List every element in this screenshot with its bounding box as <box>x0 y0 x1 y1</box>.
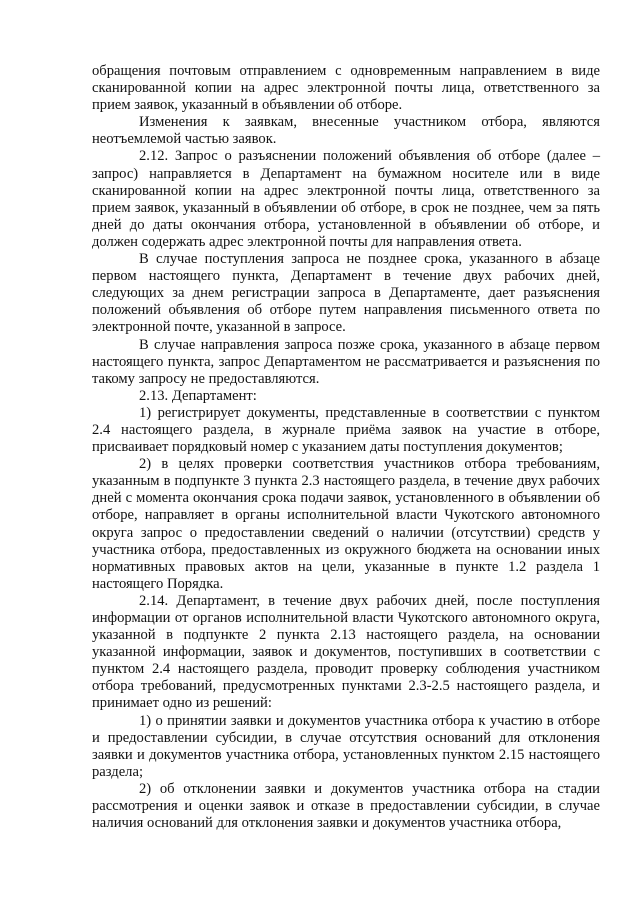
list-item: 2) в целях проверки соответствия участников отбора требованиям, указанным в подпункте 3 пункта 2.3 настоящего раздела, в течение двух рабочих дней с момента окончания срока подачи заявок, установленного в объявлении об отборе, направляет в органы исполнительной власти Чукотского автономного округа запрос о предоставлении сведений о наличии (отсутствии) средств у участника отбора, предоставленных из окружного бюджета на основании иных нормативных правовых актов на цели, указанные в пункте 1.2 раздела 1 настоящего Порядка. <box>92 456 600 592</box>
section-heading: 2.13. Департамент: <box>139 387 257 404</box>
list-item: 1) регистрирует документы, представленные в соответствии с пунктом 2.4 настоящего раздела, в журнале приёма заявок на участие в отборе, присваивает порядковый номер с указанием даты поступления документов; <box>92 404 600 456</box>
paragraph: В случае направления запроса позже срока, указанного в абзаце первом настоящего пункта, запрос Департаментом не рассматривается и разъяснения по такому запросу не предоставляются. <box>92 336 600 387</box>
paragraph: 2.12. Запрос о разъяснении положений объявления об отборе (далее – запрос) направляется в Департамент на бумажном носителе или в виде сканированной копии на адрес электронной почты лица, ответственного за прием заявок, указанный в объявлении об отборе, в срок не позднее, чем за пять дней до даты окончания отбора, установленной в объявлении об отборе, и должен содержать адрес электронной почты для направления ответа. <box>92 148 600 250</box>
paragraph: 2.14. Департамент, в течение двух рабочих дней, после поступления информации от органов исполнительной власти Чукотского автономного округа, указанной в подпункте 2 пункта 2.13 настоящего раздела, на основании указанной информации, заявок и документов, поступивших в соответствии с пунктом 2.4 настоящего раздела, проводит проверку соблюдения участником отбора требований, предусмотренных пунктами 2.3-2.5 настоящего раздела, и принимает одно из решений: <box>92 592 600 712</box>
paragraph: В случае поступления запроса не позднее срока, указанного в абзаце первом настоящего пункта, Департамент в течение двух рабочих дней, следующих за днем регистрации запроса в Департаменте, дает разъяснения положений объявления об отборе путем направления письменного ответа по электронной почте, указанной в запросе. <box>92 251 600 336</box>
list-item: 2) об отклонении заявки и документов участника отбора на стадии рассмотрения и оценки заявок и отказе в предоставлении субсидии, в случае наличия оснований для отклонения заявки и документов участника отбора, <box>92 780 600 832</box>
paragraph: Изменения к заявкам, внесенные участником отбора, являются неотъемлемой частью заявок. <box>92 114 600 148</box>
document-page <box>92 63 600 832</box>
list-item: 1) о принятии заявки и документов участника отбора к участию в отборе и предоставлении субсидии, в случае отсутствия оснований для отклонения заявки и документов участника отбора, установленных пунктом 2.15 настоящего раздела; <box>92 712 600 780</box>
paragraph: обращения почтовым отправлением с одновременным направлением в виде сканированной копии на адрес электронной почты лица, ответственного за прием заявок, указанный в объявлении об отборе. <box>92 63 600 114</box>
